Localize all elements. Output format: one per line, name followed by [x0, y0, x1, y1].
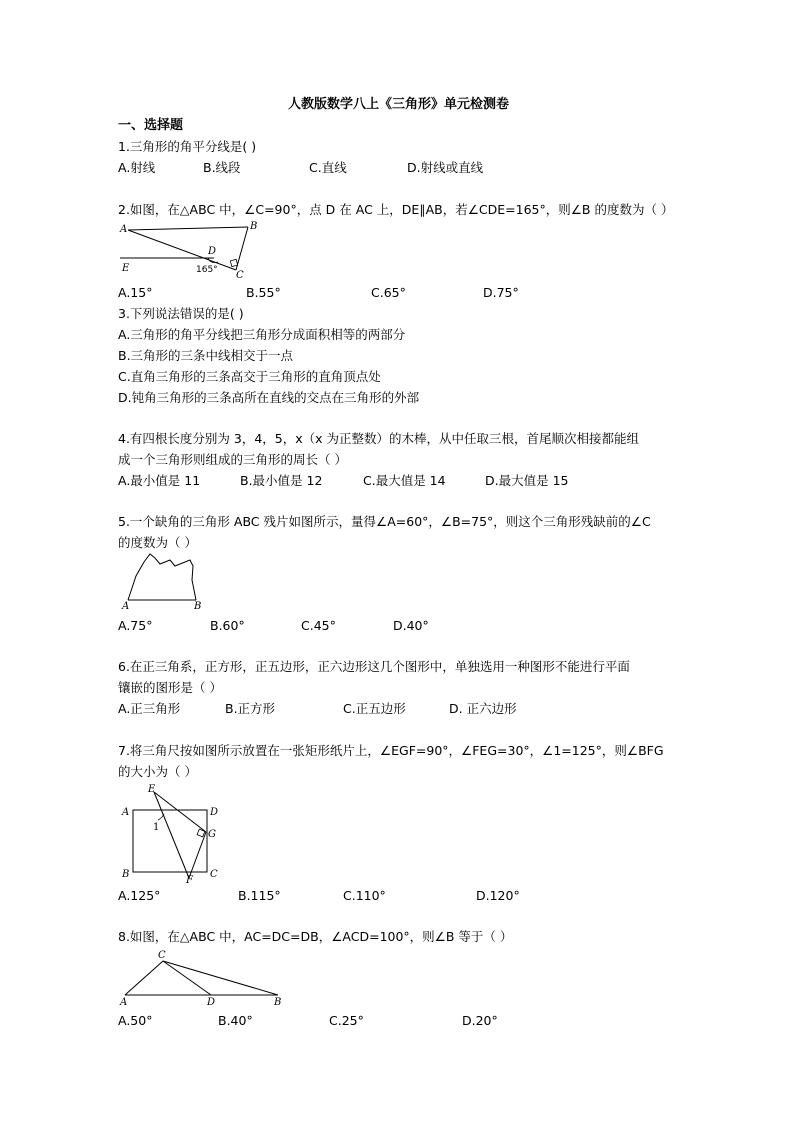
q7-label-g: G: [208, 829, 216, 840]
q5-option-b: B.60°: [210, 618, 245, 633]
q2-option-d: D.75°: [483, 285, 519, 300]
question-4-stem-line2: 成一个三角形则组成的三角形的周长（ ）: [118, 452, 347, 467]
q7-label-d: D: [210, 807, 219, 818]
q4-option-c: C.最大值是 14: [363, 473, 446, 488]
q7-figure: [118, 780, 228, 885]
q6-option-c: C.正五边形: [343, 701, 406, 716]
section-heading: 一、选择题: [118, 118, 184, 133]
q7-option-c: C.110°: [343, 888, 386, 903]
q6-option-a: A.正三角形: [118, 701, 181, 716]
q1-option-b: B.线段: [203, 160, 241, 175]
page-title: 人教版数学八上《三角形》单元检测卷: [288, 97, 510, 112]
q1-option-d: D.射线或直线: [407, 160, 484, 175]
q5-label-a: A: [122, 601, 130, 612]
q4-option-d: D.最大值是 15: [485, 473, 569, 488]
q2-option-c: C.65°: [371, 285, 406, 300]
q8-label-b: B: [274, 997, 282, 1007]
question-6-stem-line2: 镶嵌的图形是（ ）: [118, 680, 222, 695]
q6-option-b: B.正方形: [225, 701, 276, 716]
q1-option-a: A.射线: [118, 160, 156, 175]
q5-option-a: A.75°: [118, 618, 153, 633]
q2-figure: [118, 220, 268, 280]
q8-label-a: A: [120, 997, 128, 1007]
q8-label-c: C: [158, 950, 166, 961]
question-6-stem-line1: 6.在正三角系，正方形，正五边形，正六边形这几个图形中，单独选用一种图形不能进行平面: [118, 659, 630, 674]
q7-label-1: 1: [153, 822, 160, 833]
q8-label-d: D: [207, 997, 216, 1007]
q2-label-d: D: [208, 246, 217, 257]
q8-option-c: C.25°: [329, 1013, 364, 1028]
q5-figure: [118, 550, 208, 612]
q7-label-c: C: [210, 869, 218, 880]
q4-option-b: B.最小值是 12: [240, 473, 323, 488]
q5-option-c: C.45°: [301, 618, 336, 633]
q2-label-a: A: [120, 224, 128, 235]
q7-label-f: F: [186, 875, 193, 885]
q7-label-a: A: [122, 807, 130, 818]
q8-option-d: D.20°: [462, 1013, 498, 1028]
q8-figure: [118, 947, 288, 1007]
question-2-stem: 2.如图，在△ABC 中，∠C=90°，点 D 在 AC 上，DE∥AB，若∠CDE=165°，则∠B 的度数为（ ）: [118, 202, 674, 217]
question-3-stem: 3.下列说法错误的是( ): [118, 306, 244, 321]
q8-option-a: A.50°: [118, 1013, 153, 1028]
question-7-stem-line1: 7.将三角尺按如图所示放置在一张矩形纸片上，∠EGF=90°，∠FEG=30°，∠1=125°，则∠BFG: [118, 743, 664, 758]
q2-option-a: A.15°: [118, 285, 153, 300]
question-7-stem-line2: 的大小为（ ）: [118, 764, 197, 779]
question-1-stem: 1.三角形的角平分线是( ): [118, 139, 257, 154]
q7-label-b: B: [122, 869, 130, 880]
q1-option-c: C.直线: [309, 160, 347, 175]
q3-option-b: B.三角形的三条中线相交于一点: [118, 348, 294, 363]
q7-option-b: B.115°: [238, 888, 281, 903]
q7-label-e: E: [148, 784, 156, 795]
q2-angle-label: 165°: [196, 265, 218, 275]
q2-label-e: E: [122, 263, 130, 274]
question-5-stem-line2: 的度数为（ ）: [118, 535, 197, 550]
q5-label-b: B: [194, 601, 202, 612]
question-5-stem-line1: 5.一个缺角的三角形 ABC 残片如图所示，量得∠A=60°，∠B=75°，则这个三角形残缺前的∠C: [118, 514, 651, 529]
q6-option-d: D. 正六边形: [449, 701, 517, 716]
q8-option-b: B.40°: [218, 1013, 253, 1028]
question-8-stem: 8.如图，在△ABC 中，AC=DC=DB，∠ACD=100°，则∠B 等于（ ）: [118, 929, 513, 944]
q3-option-c: C.直角三角形的三条高交于三角形的直角顶点处: [118, 369, 381, 384]
q7-option-d: D.120°: [476, 888, 520, 903]
q2-option-b: B.55°: [246, 285, 281, 300]
question-4-stem-line1: 4.有四根长度分别为 3，4，5，x（x 为正整数）的木棒，从中任取三根，首尾顺次相接都能组: [118, 431, 640, 446]
q3-option-d: D.钝角三角形的三条高所在直线的交点在三角形的外部: [118, 390, 420, 405]
q4-option-a: A.最小值是 11: [118, 473, 201, 488]
q7-option-a: A.125°: [118, 888, 161, 903]
q2-label-c: C: [236, 270, 244, 280]
q5-option-d: D.40°: [393, 618, 429, 633]
q3-option-a: A.三角形的角平分线把三角形分成面积相等的两部分: [118, 327, 406, 342]
q2-label-b: B: [250, 221, 258, 232]
